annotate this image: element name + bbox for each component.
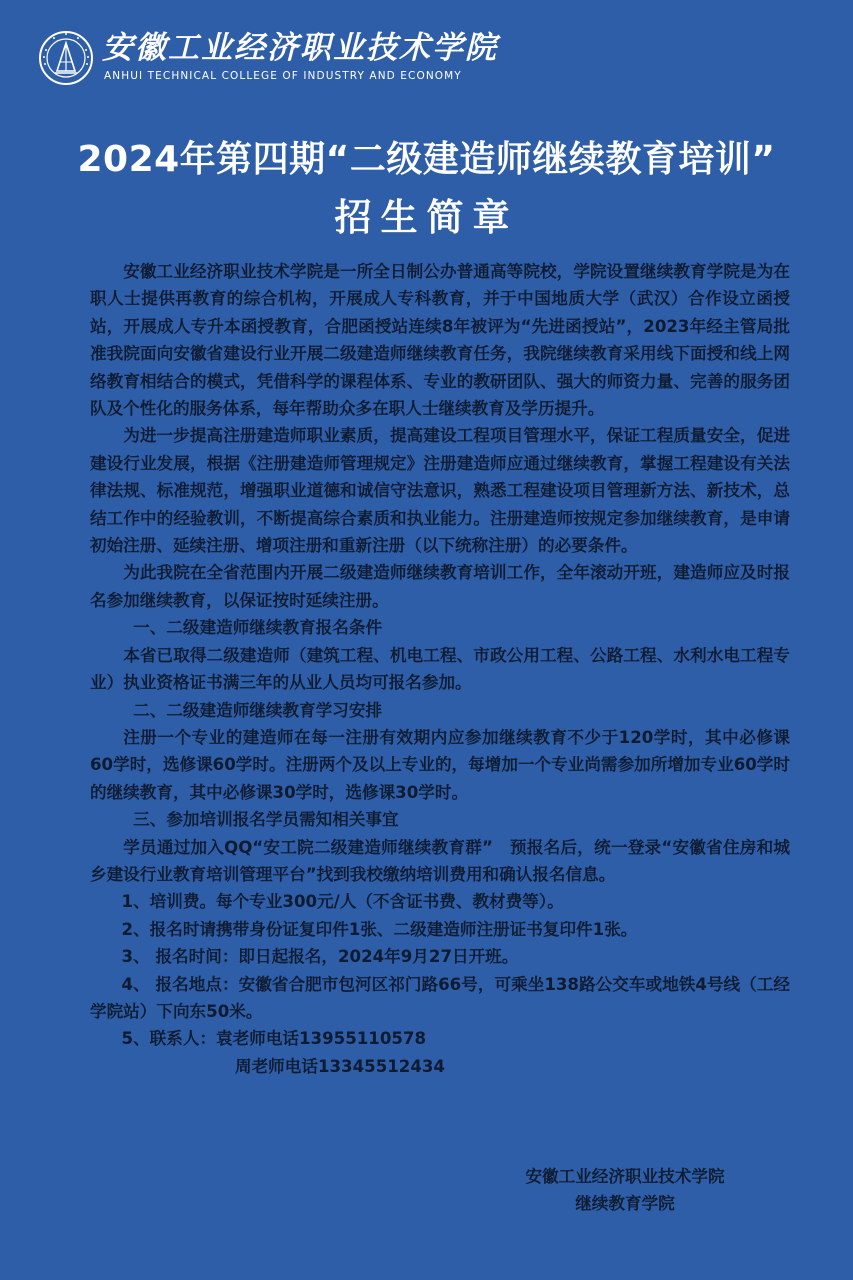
- contact-secondary: 周老师电话13345512434: [235, 1056, 445, 1076]
- purpose-paragraph: 为进一步提高注册建造师职业素质，提高建设工程项目管理水平，保证工程质量安全，促进建设行业发展，根据《注册建造师管理规定》注册建造师应通过继续教育，掌握工程建设有关法律法规、标准规范，增强职业道德和诚信守法意识，熟悉工程建设项目管理新方法、新技术，总结工作中的经验教训，不断提高综合素质和执业能力。注册建造师按规定参加继续教育，是申请初始注册、延续注册、增项注册和重新注册（以下统称注册）的必要条件。: [90, 426, 790, 556]
- school-emblem-icon: [38, 30, 94, 86]
- section-3-heading: 三、参加培训报名学员需知相关事宜: [133, 810, 399, 830]
- school-name-en: ANHUI TECHNICAL COLLEGE OF INDUSTRY AND ECONOMY: [104, 70, 462, 82]
- poster-subtitle: 招生简章: [334, 196, 519, 239]
- school-header: [38, 28, 498, 88]
- section-2-heading: 二、二级建造师继续教育学习安排: [133, 700, 383, 720]
- signature-college: 安徽工业经济职业技术学院: [525, 1167, 725, 1186]
- poster-title: 2024年第四期“二级建造师继续教育培训”: [77, 139, 776, 180]
- list-item-location: 4、 报名地点：安徽省合肥市包河区祁门路66号，可乘坐138路公交车或地铁4号线（工经学院站）下向东50米。: [90, 974, 790, 1021]
- notice-paragraph: 为此我院在全省范围内开展二级建造师继续教育培训工作，全年滚动开班，建造师应及时报名参加继续教育，以保证按时延续注册。: [90, 563, 790, 610]
- section-2-text: 注册一个专业的建造师在每一注册有效期内应参加继续教育不少于120学时，其中必修课60学时，选修课60学时。注册两个及以上专业的，每增加一个专业尚需参加所增加专业60学时的继续教育，其中必修课30学时，选修课30学时。: [90, 727, 790, 802]
- signature-department: 继续教育学院: [575, 1194, 675, 1213]
- section-1-text: 本省已取得二级建造师（建筑工程、机电工程、市政公用工程、公路工程、水利水电工程专业）执业资格证书满三年的从业人员均可报名参加。: [90, 645, 790, 693]
- list-item-fee: 1、培训费。每个专业300元/人（不含证书费、教材费等）。: [121, 892, 564, 912]
- school-name-cn: 安徽工业经济职业技术学院: [102, 30, 498, 66]
- list-item-documents: 2、报名时请携带身份证复印件1张、二级建造师注册证书复印件1张。: [121, 919, 638, 939]
- section-3-text: 学员通过加入QQ“安工院二级建造师继续教育群” 预报名后，统一登录“安徽省住房和城乡建设行业教育培训管理平台”找到我校缴纳培训费用和确认报名信息。: [90, 837, 790, 884]
- signature-block: [460, 1163, 790, 1217]
- poster-body: [90, 258, 790, 1080]
- section-1-heading: 一、二级建造师继续教育报名条件: [133, 618, 383, 638]
- list-item-contact: 5、联系人：袁老师电话13955110578: [121, 1029, 427, 1049]
- intro-paragraph: 安徽工业经济职业技术学院是一所全日制公办普通高等院校，学院设置继续教育学院是为在职人士提供再教育的综合机构，开展成人专科教育，并于中国地质大学（武汉）合作设立函授站，开展成人专升本函授教育，合肥函授站连续8年被评为“先进函授站”，2023年经主管局批准我院面向安徽省建设行业开展二级建造师继续教育任务，我院继续教育采用线下面授和线上网络教育相结合的模式，凭借科学的课程体系、专业的教研团队、强大的师资力量、完善的服务团队及个性化的服务体系，每年帮助众多在职人士继续教育及学历提升。: [90, 262, 790, 419]
- list-item-time: 3、 报名时间：即日起报名，2024年9月27日开班。: [121, 947, 519, 967]
